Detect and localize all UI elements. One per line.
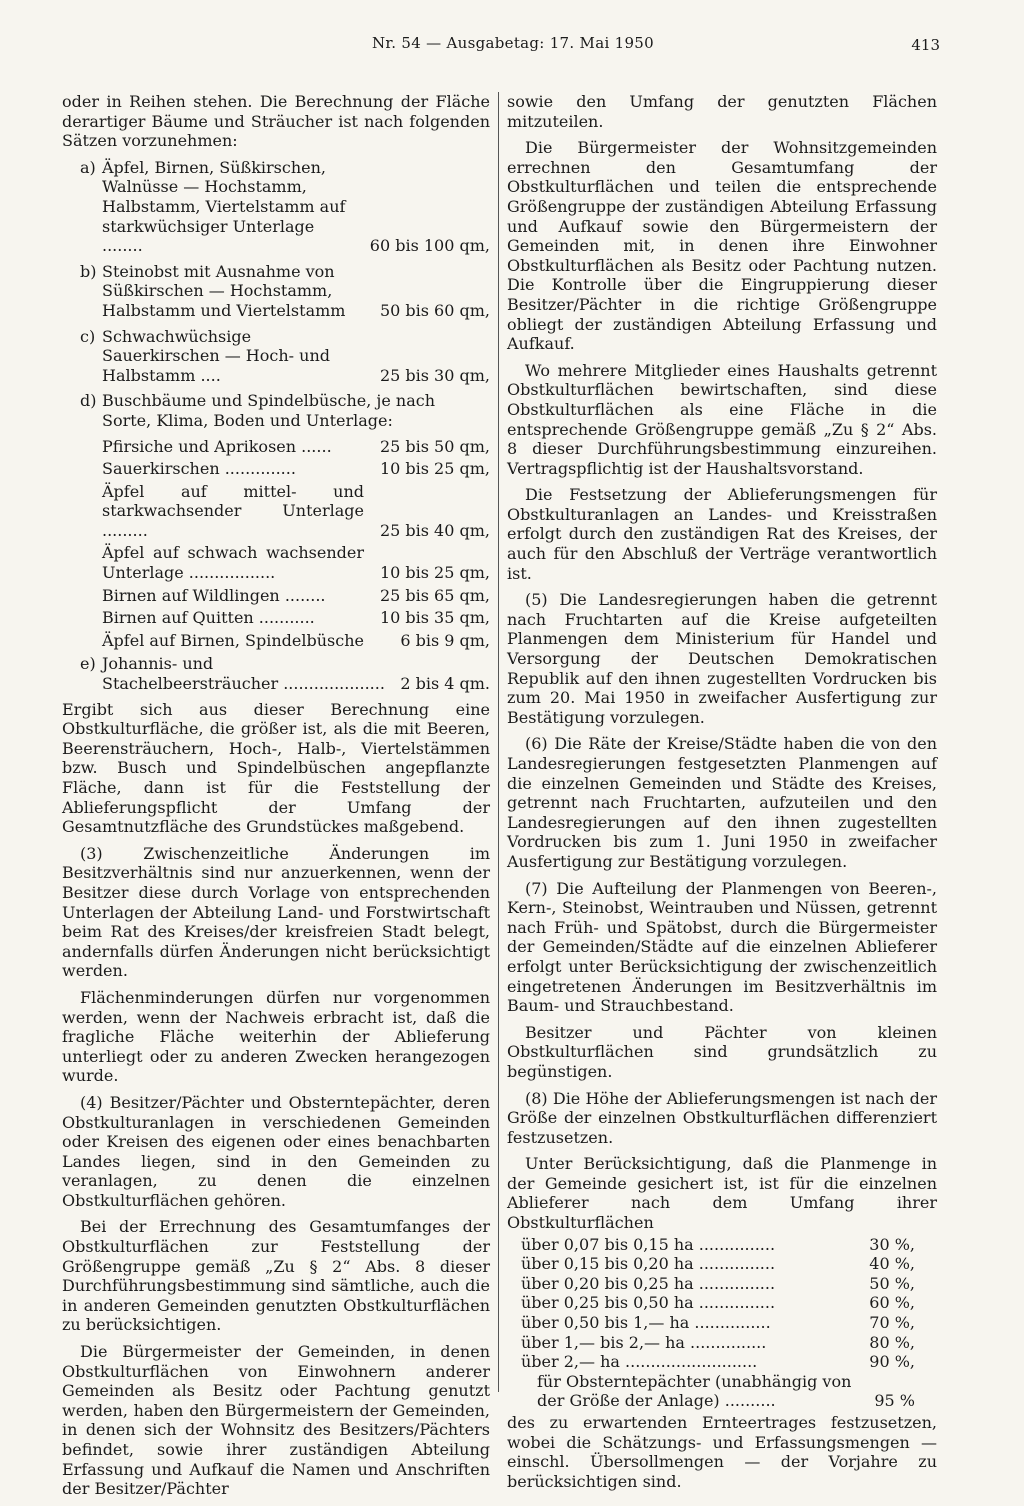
list-item-a xyxy=(62,158,490,256)
page-number: 413 xyxy=(911,36,940,54)
list-letter: b) xyxy=(80,261,97,281)
rate-note: für Obsterntepächter (unabhängig von xyxy=(537,1371,852,1391)
list-text: Buschbäume und Spindelbüsche, je nach Sorte, Klima, Boden und Unterlage: xyxy=(102,391,436,430)
paragraph: (7) Die Aufteilung der Planmengen von Beeren-, Kern-, Steinobst, Weintrauben und Nüssen, getrennt nach Früh- und Spätobst, durch die Bürgermeister der Gemeinden/Städte auf die einzelnen Ablieferer erfolgt unter Berücksichtigung der zwischenzeitlich eingetretenen Änderungen im Besitzverhältnis im Baum- und Strauchbestand. xyxy=(507,878,937,1016)
column-divider xyxy=(498,92,499,1392)
paragraph: (6) Die Räte der Kreise/Städte haben die von den Landesregierungen festgesetzten Planmengen auf die einzelnen Gemeinden und Städte des Kreises, getrennt nach Fruchtarten, aufzuteilen und den Landesregierungen auf den ihnen zugestellten Vordrucken bis zum 1. Juni 1950 in zweifacher Ausfertigung zur Bestätigung vorzulegen. xyxy=(507,734,937,871)
rate-note-row xyxy=(507,1391,937,1411)
issue-line: Nr. 54 — Ausgabetag: 17. Mai 1950 xyxy=(372,34,654,52)
paragraph: Bei der Errechnung des Gesamtumfanges der Obstkulturflächen zur Feststellung der Größengruppe gemäß „Zu § 2“ Abs. 8 dieser Durchführungsbestimmung sind sämtliche, auch die in anderen Gemeinden genutzten Obstkulturflächen zu berücksichtigen. xyxy=(62,1217,490,1335)
list-item-c xyxy=(62,327,490,386)
rate-row xyxy=(507,1313,937,1333)
rate-label: über 0,50 bis 1,— ha ............... xyxy=(521,1313,771,1333)
sub-item xyxy=(102,586,490,606)
paragraph: Die Bürgermeister der Gemeinden, in denen Obstkulturflächen von Einwohnern anderer Gemeinden als Besitz oder Pachtung genutzt werden, haben den Bürgermeistern der Gemeinden, in denen sich der Wohnsitz des Besitzers/Pächters befindet, sowie ihrer zuständigen Abteilung Erfassung und Aufkauf die Namen und Anschriften der Besitzer/Pächter xyxy=(62,1342,490,1499)
paragraph: Unter Berücksichtigung, daß die Planmenge in der Gemeinde gesichert ist, ist für die einzelnen Ablieferer nach dem Umfang ihrer Obstkulturflächen xyxy=(507,1154,937,1233)
rate-row xyxy=(507,1333,937,1353)
rate-percent: 70 %, xyxy=(869,1313,915,1333)
list-letter: c) xyxy=(80,326,96,346)
rate-row xyxy=(507,1293,937,1313)
list-amount: 2 bis 4 qm. xyxy=(400,674,490,694)
rate-label: über 2,— ha .......................... xyxy=(521,1352,758,1372)
sub-item-amount: 25 bis 50 qm, xyxy=(379,436,490,456)
list-text: Johannis- und Stachelbeersträucher .................... xyxy=(102,654,385,694)
sub-item xyxy=(102,459,490,479)
rate-percent: 30 %, xyxy=(869,1234,915,1254)
list-item-e xyxy=(62,654,490,693)
list-amount: 50 bis 60 qm, xyxy=(379,300,490,320)
paragraph: Besitzer und Pächter von kleinen Obstkulturflächen sind grundsätzlich zu begünstigen. xyxy=(507,1022,937,1081)
paragraph: (5) Die Landesregierungen haben die getrennt nach Fruchtarten auf die Kreise aufgeteilten Planmengen dem Ministerium für Handel und Versorgung der Deutschen Demokratischen Republik auf den ihnen zugestellten Vordrucken bis zum 20. Mai 1950 in zweifacher Ausfertigung zur Bestätigung vorzulegen. xyxy=(507,590,937,727)
paragraph: (8) Die Höhe der Ablieferungsmengen ist nach der Größe der einzelnen Obstkulturflächen differenziert festzusetzen. xyxy=(507,1088,937,1147)
rate-label: über 0,15 bis 0,20 ha ............... xyxy=(521,1254,776,1274)
sub-item-amount: 10 bis 25 qm, xyxy=(379,459,490,479)
rate-row xyxy=(507,1254,937,1274)
paragraph: Wo mehrere Mitglieder eines Haushalts getrennt Obstkulturflächen bewirtschaften, sind diese Obstkulturflächen als eine Fläche in die entsprechende Größengruppe gemäß „Zu § 2“ Abs. 8 dieser Durchführungsbestimmung einzureihen. Vertragspflichtig ist der Haushaltsvorstand. xyxy=(507,360,937,478)
rate-percent: 95 % xyxy=(874,1391,915,1411)
sub-item xyxy=(102,482,490,541)
rate-percent: 60 %, xyxy=(869,1293,915,1313)
sub-item-amount: 10 bis 25 qm, xyxy=(379,563,490,583)
rate-table xyxy=(507,1235,937,1411)
sub-item-amount: 25 bis 65 qm, xyxy=(379,585,490,605)
list-text: Äpfel, Birnen, Süßkirschen, Walnüsse — Hochstamm, Halbstamm, Viertelstamm auf starkwüchsiger Unterlage ........ xyxy=(102,157,346,256)
rate-label: über 1,— bis 2,— ha ............... xyxy=(521,1332,767,1352)
list-text: Steinobst mit Ausnahme von Süßkirschen — Hochstamm, Halbstamm und Viertelstamm xyxy=(102,261,346,320)
paragraph: (3) Zwischenzeitliche Änderungen im Besitzverhältnis sind nur anzuerkennen, wenn der Besitzer diese durch Vorlage von entsprechenden Unterlagen der Abteilung Land- und Forstwirtschaft beim Rat des Kreises/der kreisfreien Stadt belegt, andernfalls dürfen Änderungen nicht berücksichtigt werden. xyxy=(62,843,490,981)
page-header xyxy=(0,34,1024,58)
list-text: Schwachwüchsige Sauerkirschen — Hoch- und Halbstamm .... xyxy=(102,326,330,385)
paragraph: Die Festsetzung der Ablieferungsmengen für Obstkulturanlagen an Landes- und Kreisstraßen erfolgt durch den zuständigen Rat des Kreises, der auch für den Abschluß der Verträge verantwortlich ist. xyxy=(507,485,937,583)
rate-label: über 0,25 bis 0,50 ha ............... xyxy=(521,1293,776,1313)
list-amount: 25 bis 30 qm, xyxy=(379,365,490,385)
sub-item-text: Pfirsiche und Aprikosen ...... xyxy=(102,436,332,456)
rate-label: über 0,07 bis 0,15 ha ............... xyxy=(521,1234,776,1254)
sub-item-text: Sauerkirschen .............. xyxy=(102,459,296,479)
rate-row xyxy=(507,1274,937,1294)
rate-row xyxy=(507,1352,937,1372)
sub-item xyxy=(102,437,490,457)
rate-percent: 90 %, xyxy=(869,1352,915,1372)
right-column xyxy=(507,92,937,1498)
rate-note: der Größe der Anlage) .......... xyxy=(537,1391,776,1411)
sub-item xyxy=(102,631,490,651)
paragraph: des zu erwartenden Ernteertrages festzusetzen, wobei die Schätzungs- und Erfassungsmengen — einschl. Übersollmengen — der Vorjahre zu berücksichtigen sind. xyxy=(507,1413,937,1491)
sub-item-text: Äpfel auf Birnen, Spindelbüsche xyxy=(102,630,364,650)
paragraph: sowie den Umfang der genutzten Flächen mitzuteilen. xyxy=(507,92,937,131)
sub-item-text: Äpfel auf schwach wachsender Unterlage ................. xyxy=(102,543,364,583)
rate-percent: 50 %, xyxy=(869,1273,915,1293)
list-item-d xyxy=(62,391,490,430)
paragraph: Die Bürgermeister der Wohnsitzgemeinden errechnen den Gesamtumfang der Obstkulturflächen und teilen die entsprechende Größengruppe der zuständigen Abteilung Erfassung und Aufkauf sowie den Bürgermeistern der Gemeinden mit, in denen ihre Einwohner Obstkulturflächen als Besitz oder Pachtung nutzen. Die Kontrolle über die Eingruppierung dieser Besitzer/Pächter in die richtige Größengruppe obliegt der zuständigen Abteilung Erfassung und Aufkauf. xyxy=(507,138,937,354)
paragraph: (4) Besitzer/Pächter und Obsterntepächter, deren Obstkulturanlagen in verschiedenen Gemeinden oder Kreisen des eigenen oder eines benachbarten Landes liegen, sind in den Gemeinden zu veranlagen, zu denen die einzelnen Obstkulturflächen gehören. xyxy=(62,1092,490,1210)
sub-item-amount: 25 bis 40 qm, xyxy=(379,520,490,540)
rate-percent: 80 %, xyxy=(869,1332,915,1352)
sub-item xyxy=(102,608,490,628)
sub-item-text: Äpfel auf mittel- und starkwachsender Unterlage ......... xyxy=(102,481,364,540)
list-item-b xyxy=(62,262,490,321)
paragraph: Ergibt sich aus dieser Berechnung eine Obstkulturfläche, die größer ist, als die mit Beeren, Beerensträuchern, Hoch-, Halb-, Viertelstämmen bzw. Busch und Spindelbüschen angepflanzte Fläche, dann ist für die Feststellung der Ablieferungspflicht der Umfang der Gesamtnutzfläche des Grundstückes maßgebend. xyxy=(62,699,490,837)
sub-item-text: Birnen auf Wildlingen ........ xyxy=(102,585,326,605)
list-letter: a) xyxy=(80,157,96,177)
sub-item-amount: 10 bis 35 qm, xyxy=(379,608,490,628)
left-column xyxy=(62,92,490,1506)
sub-item-text: Birnen auf Quitten ........... xyxy=(102,608,315,628)
sub-item-list xyxy=(102,437,490,651)
paragraph: Flächenminderungen dürfen nur vorgenommen werden, wenn der Nachweis erbracht ist, daß die fragliche Fläche weiterhin der Ablieferung unterliegt oder zu anderen Zwecken herangezogen wurde. xyxy=(62,987,490,1086)
sub-item xyxy=(102,543,490,582)
list-letter: d) xyxy=(80,391,97,411)
rate-note-row xyxy=(507,1372,937,1392)
rate-row xyxy=(507,1235,937,1255)
list-letter: e) xyxy=(80,654,96,674)
rate-percent: 40 %, xyxy=(869,1254,915,1274)
list-amount: 60 bis 100 qm, xyxy=(369,236,490,256)
rate-label: über 0,20 bis 0,25 ha ............... xyxy=(521,1273,776,1293)
sub-item-amount: 6 bis 9 qm, xyxy=(400,630,490,650)
intro-paragraph: oder in Reihen stehen. Die Berechnung der Fläche derartiger Bäume und Sträucher ist nach folgenden Sätzen vorzunehmen: xyxy=(62,92,490,151)
